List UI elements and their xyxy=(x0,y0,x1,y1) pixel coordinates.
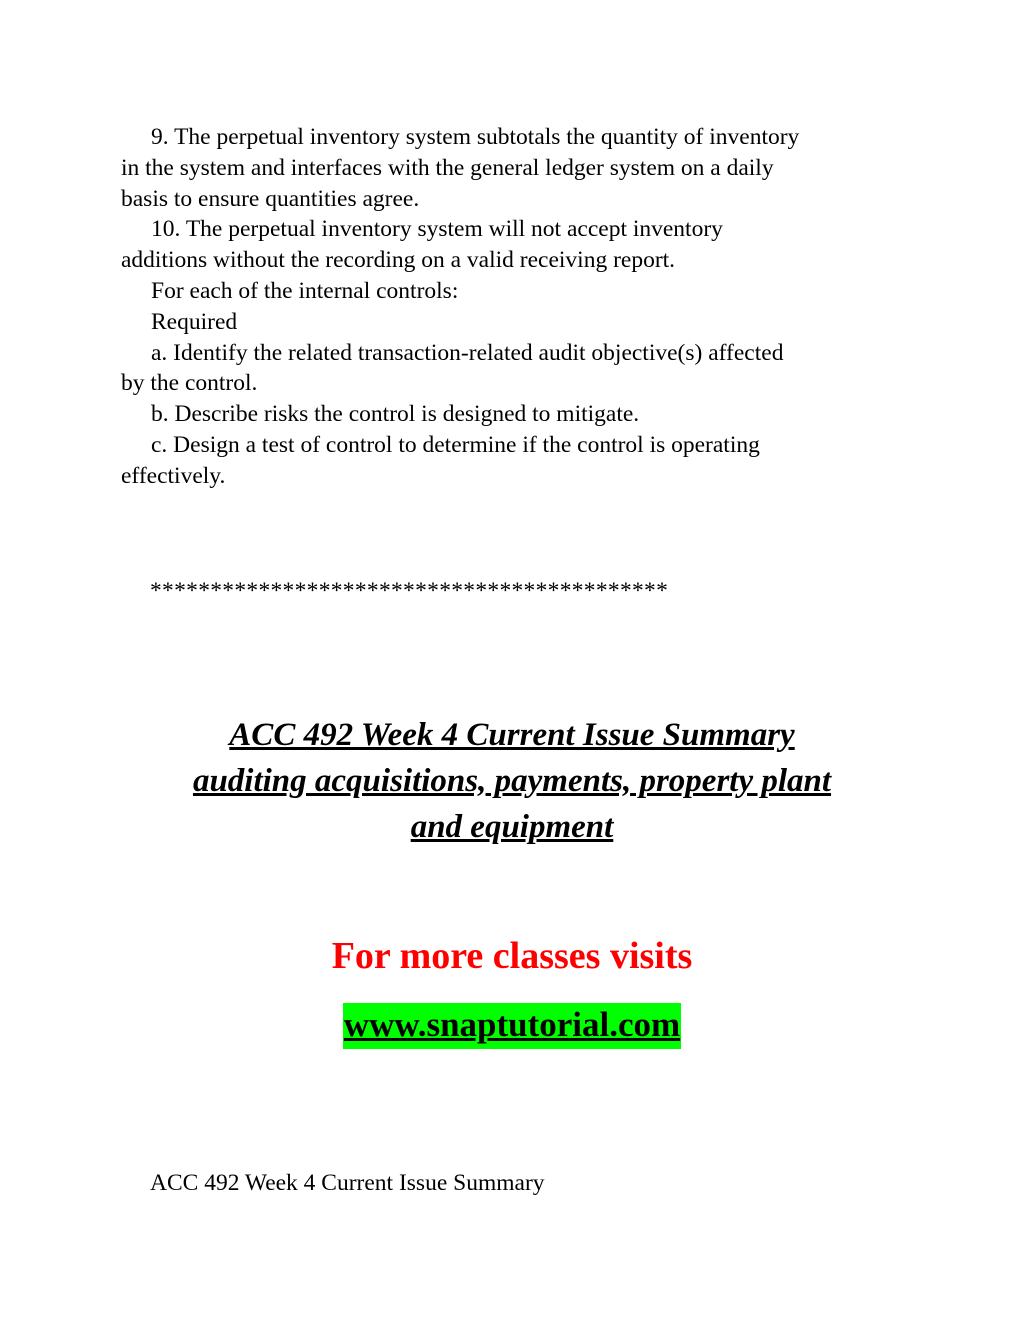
requirement-a-line-2: by the control. xyxy=(121,370,258,397)
paragraph-9-line-2: in the system and interfaces with the general ledger system on a daily xyxy=(121,154,774,181)
requirement-a-line-1: a. Identify the related transaction-related audit objective(s) affected xyxy=(151,339,784,366)
paragraph-10 xyxy=(121,214,911,276)
question-text xyxy=(121,122,911,492)
instruction-for-each xyxy=(121,276,911,307)
requirement-c-line-2: effectively. xyxy=(121,462,226,489)
title-line-3: and equipment xyxy=(410,809,614,845)
footer-text: ACC 492 Week 4 Current Issue Summary xyxy=(150,1170,545,1196)
more-classes-heading: For more classes visits xyxy=(331,935,693,977)
paragraph-9-line-3: basis to ensure quantities agree. xyxy=(121,185,420,212)
requirement-b-line-1: b. Describe risks the control is designed to mitigate. xyxy=(151,401,640,428)
document-title xyxy=(100,712,924,850)
title-line-1: ACC 492 Week 4 Current Issue Summary xyxy=(229,717,795,753)
requirement-c xyxy=(121,430,911,492)
instruction-required-text: Required xyxy=(151,308,238,335)
separator-stars: ******************************************* xyxy=(150,578,669,604)
paragraph-9 xyxy=(121,122,911,214)
title-line-2: auditing acquisitions, payments, property plant xyxy=(192,763,832,799)
instruction-for-each-text: For each of the internal controls: xyxy=(151,277,459,304)
requirement-b xyxy=(121,399,911,430)
website-container xyxy=(0,1003,1024,1049)
requirement-a xyxy=(121,338,911,400)
paragraph-10-line-1: 10. The perpetual inventory system will not accept inventory xyxy=(151,216,723,243)
instruction-required xyxy=(121,307,911,338)
paragraph-9-line-1: 9. The perpetual inventory system subtotals the quantity of inventory xyxy=(151,124,800,150)
website-link[interactable]: www.snaptutorial.com xyxy=(343,1003,681,1049)
requirement-c-line-1: c. Design a test of control to determine if the control is operating xyxy=(151,431,760,458)
paragraph-10-line-2: additions without the recording on a valid receiving report. xyxy=(121,247,676,274)
